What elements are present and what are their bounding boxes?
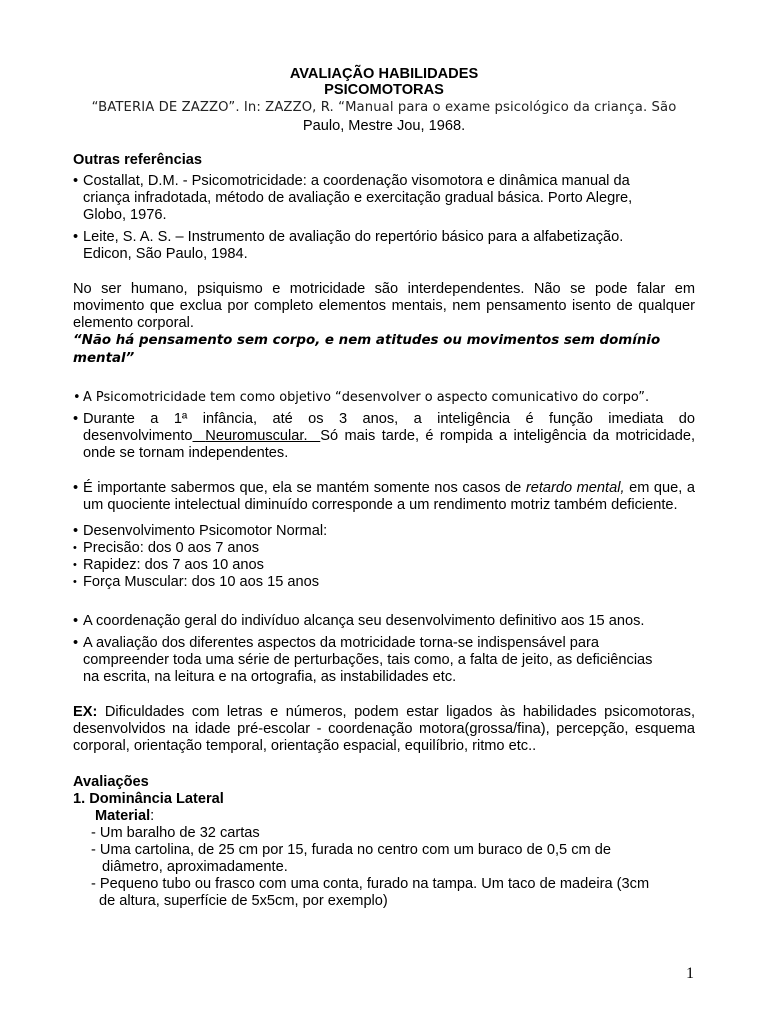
document-content [73, 66, 695, 910]
material-item [73, 825, 695, 842]
bullet-icon: • [73, 390, 81, 405]
section-dominancia-lateral: 1. Dominância Lateral [73, 791, 224, 807]
source-citation-line2: Paulo, Mestre Jou, 1968. [302, 118, 466, 134]
underlined-term: Neuromuscular. [205, 428, 308, 444]
material-line: - Uma cartolina, de 25 cm por 15, furada no centro com um buraco de 0,5 cm de [91, 842, 611, 858]
desenvolvimento-item [73, 540, 695, 557]
intro-paragraph: No ser humano, psiquismo e motricidade são interdependentes. Não se pode falar em movimento que exclua por completo elementos mentais, nem pensamento isento de qualquer elemento corporal. [73, 281, 695, 331]
quote-line2: mental” [73, 351, 135, 366]
material-item [73, 842, 695, 876]
bullet-line: A avaliação dos diferentes aspectos da motricidade torna-se indispensável para [83, 635, 599, 651]
bullet-text: A Psicomotricidade tem como objetivo “desenvolver o aspecto comunicativo do corpo”. [83, 390, 650, 405]
bullet-icon: • [73, 559, 77, 571]
bullet-text: Só mais tarde, é rompida a inteligência da motricidade, onde se tornam independentes. [83, 428, 695, 461]
reference-line: criança infradotada, método de avaliação e exercitação gradual básica. Porto Alegre, [83, 190, 633, 206]
bullet-icon: • [73, 411, 79, 427]
ex-paragraph [73, 704, 695, 755]
item-text: Rapidez: dos 7 aos 10 anos [83, 557, 264, 573]
material-label-text: Material [95, 808, 151, 824]
bullet-icon: • [73, 576, 77, 588]
reference-line: Edicon, São Paulo, 1984. [83, 246, 248, 262]
ex-label: EX: [73, 704, 98, 720]
reference-line: Costallat, D.M. - Psicomotricidade: a coordenação visomotora e dinâmica manual da [83, 173, 630, 189]
item-text: Força Muscular: dos 10 aos 15 anos [83, 574, 320, 590]
bullet-icon: • [73, 542, 77, 554]
bullet-text: Desenvolvimento Psicomotor Normal: [83, 523, 328, 539]
material-colon: : [150, 808, 155, 824]
avaliacoes-heading: Avaliações [73, 774, 149, 790]
item-text: Precisão: dos 0 aos 7 anos [83, 540, 260, 556]
bullet-text: A coordenação geral do indivíduo alcança seu desenvolvimento definitivo aos 15 anos. [83, 613, 645, 629]
page-title-line1: AVALIAÇÃO HABILIDADES [289, 66, 479, 82]
material-line: de altura, superfície de 5x5cm, por exemplo) [99, 893, 388, 909]
bullet-objetivo [73, 389, 695, 406]
bullet-avaliacao [73, 635, 695, 686]
reference-line: Globo, 1976. [83, 207, 167, 223]
ex-text: Dificuldades com letras e números, podem estar ligados às habilidades psicomotoras, desenvolvidos na idade pré-escolar - coordenação motora(grossa/fina), percepção, esquema corporal, orientação temporal, orientação espacial, equilíbrio, ritmo etc.. [73, 704, 695, 754]
italic-term: retardo mental, [525, 480, 625, 496]
bullet-infancia [73, 411, 695, 462]
material-line: diâmetro, aproximadamente. [102, 859, 288, 875]
bullet-text: É importante sabermos que, ela se mantém somente nos casos de [83, 480, 522, 496]
reference-line: Leite, S. A. S. – Instrumento de avaliação do repertório básico para a alfabetização. [83, 229, 624, 245]
bullet-line: compreender toda uma série de perturbações, tais como, a falta de jeito, as deficiências [83, 652, 653, 668]
bullet-coordenacao [73, 613, 695, 630]
desenvolvimento-item [73, 557, 695, 574]
bullet-icon: • [73, 229, 79, 245]
outras-referencias-heading: Outras referências [73, 152, 202, 168]
material-line: - Pequeno tubo ou frasco com uma conta, furado na tampa. Um taco de madeira (3cm [91, 876, 650, 892]
source-citation-line1: “BATERIA DE ZAZZO”. In: ZAZZO, R. “Manual para o exame psicológico da criança. São [91, 100, 677, 115]
material-line: - Um baralho de 32 cartas [91, 825, 260, 841]
material-item [73, 876, 695, 910]
bullet-icon: • [73, 480, 79, 496]
quote-line1: “Não há pensamento sem corpo, e nem atitudes ou movimentos sem domínio [73, 333, 661, 348]
bullet-text: Durante a 1ª infância, até os 3 anos, a inteligência é função imediata do desenvolvimento [83, 411, 695, 444]
page-number: 1 [686, 965, 694, 982]
page-title-line2: PSICOMOTORAS [324, 82, 444, 98]
bullet-icon: • [73, 635, 79, 651]
desenvolvimento-heading [73, 523, 695, 540]
material-label [73, 808, 695, 825]
bullet-line: na escrita, na leitura e na ortografia, as instabilidades etc. [83, 669, 457, 685]
bullet-icon: • [73, 613, 79, 629]
reference-item [73, 173, 695, 224]
desenvolvimento-item [73, 574, 695, 591]
reference-item [73, 229, 695, 263]
bullet-text: em que, a um quociente intelectual diminuído corresponde a um rendimento motriz também deficiente. [83, 480, 696, 513]
bullet-retardo [73, 480, 695, 514]
bullet-icon: • [73, 173, 79, 189]
bullet-icon: • [73, 523, 79, 539]
